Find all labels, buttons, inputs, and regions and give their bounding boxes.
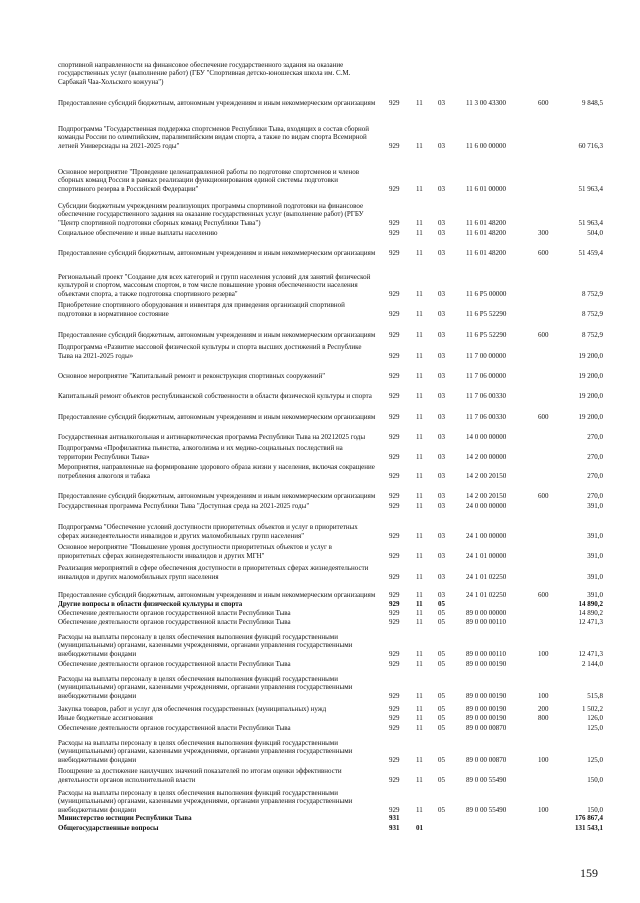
row-description: Реализация мероприятий в сфере обеспечения доступности в приоритетных сферах жизнедеятельности инвалидов и других маломобильных групп населения [58,564,369,581]
cell-section: 11 [416,452,423,461]
row-description: Субсидии бюджетным учреждениям реализующих программы спортивной подготовки на финансовое обеспечение государственного задания на оказание государственных услуг (выполнение работ) (РГБУ "Центр спортивной подготовки сборных команд Республики Тыва") [58,202,364,227]
cell-amount: 12 471,3 [578,649,603,658]
cell-amount: 51 963,4 [578,184,603,193]
row-description: Обеспечение деятельности органов государственной власти Республики Тыва [58,608,291,617]
cell-section: 11 [416,608,423,617]
cell-grbs: 929 [389,572,400,581]
cell-amount: 270,0 [587,432,603,441]
cell-target-article: 24 1 01 02250 [466,572,507,581]
cell-target-article: 89 0 00 00190 [466,704,507,713]
cell-subsection: 05 [438,775,445,784]
cell-target-article: 11 3 00 43300 [466,98,506,107]
cell-section: 11 [416,723,423,732]
row-description: Предоставление субсидий бюджетным, автономным учреждениям и иным некоммерческим организациям [58,98,376,107]
cell-grbs: 929 [389,617,400,626]
row-description: Другие вопросы в области физической культуры и спорта [58,599,243,608]
cell-target-article: 14 2 00 20150 [466,491,507,500]
cell-section: 11 [416,599,423,608]
row-description: Капитальный ремонт объектов республиканской собственности в области физической культуры и спорта [58,391,372,400]
cell-section: 11 [416,531,423,540]
row-description: Поощрение за достижение наилучших значений показателей по итогам оценки эффективности деятельности органов исполнительной власти [58,767,342,784]
cell-amount: 51 963,4 [578,218,603,227]
row-description: Предоставление субсидий бюджетным, автономным учреждениям и иным некоммерческим организациям [58,330,376,339]
cell-grbs: 929 [389,755,400,764]
cell-subsection: 05 [438,617,445,626]
cell-section: 11 [416,805,423,814]
row-description: Предоставление субсидий бюджетным, автономным учреждениям и иным некоммерческим организациям [58,491,376,500]
cell-subsection: 03 [438,141,445,150]
row-description: Подпрограмма "Государственная поддержка спортсменов Республики Тыва, входящих в состав сборной команды России по олимпийским, паралимпийским видам спорта, а также по видам спорта Всемирной летней Универсиады на 2021-2025 годы" [58,125,370,150]
cell-subsection: 05 [438,723,445,732]
cell-target-article: 11 6 01 00000 [466,184,506,193]
cell-expense-type: 100 [538,691,549,700]
cell-section: 11 [416,551,423,560]
cell-target-article: 11 6 01 48200 [466,228,506,237]
cell-grbs: 929 [389,704,400,713]
cell-expense-type: 200 [538,704,549,713]
cell-subsection: 03 [438,471,445,480]
cell-section: 11 [416,330,423,339]
row-description: Общегосударственные вопросы [58,823,159,832]
cell-subsection: 03 [438,98,445,107]
cell-subsection: 03 [438,590,445,599]
cell-section: 11 [416,184,423,193]
cell-target-article: 89 0 00 00000 [466,608,507,617]
cell-section: 11 [416,713,423,722]
cell-grbs: 929 [389,659,400,668]
cell-target-article: 89 0 00 55490 [466,775,507,784]
cell-target-article: 11 7 06 00330 [466,412,506,421]
cell-amount: 1 502,2 [582,704,603,713]
cell-target-article: 24 1 01 02250 [466,590,507,599]
row-description: Основное мероприятие "Повышение уровня доступности приоритетных объектов и услуг в приоритетных сферах жизнедеятельности инвалидов и других МГН" [58,543,332,560]
cell-expense-type: 600 [538,248,549,257]
cell-amount: 270,0 [587,491,603,500]
cell-amount: 14 890,2 [578,599,603,608]
row-description: Мероприятия, направленные на формирование здорового образа жизни у населения, включая сокращение потребления алкоголя и табака [58,463,375,480]
cell-section: 11 [416,351,423,360]
row-description: Государственная антиалкогольная и антинаркотическая программа Республики Тыва на 20212025 годы [58,432,366,441]
cell-target-article: 11 6 P5 00000 [466,289,507,298]
cell-target-article: 11 6 P5 52290 [466,330,507,339]
cell-grbs: 929 [389,723,400,732]
cell-section: 11 [416,289,423,298]
cell-target-article: 89 0 00 00870 [466,723,507,732]
cell-subsection: 03 [438,330,445,339]
cell-amount: 14 890,2 [578,608,603,617]
row-description: Основное мероприятие "Проведение целенаправленной работы по подготовке спортсменов и членов сборных команд России в рамках реализации функционирования единой системы подготовки спортивного резерва в Российской Федерации" [58,168,360,193]
row-description: Подпрограмма "Обеспечение условий доступности приоритетных объектов и услуг в приоритетных сферах жизнедеятельности инвалидов и других маломобильных групп населения" [58,523,358,540]
cell-expense-type: 600 [538,412,549,421]
cell-target-article: 11 6 P5 52290 [466,309,507,318]
cell-subsection: 03 [438,228,445,237]
cell-subsection: 03 [438,218,445,227]
cell-amount: 176 867,4 [575,813,603,822]
cell-amount: 51 459,4 [578,248,603,257]
cell-target-article: 14 2 00 00000 [466,452,507,461]
cell-subsection: 03 [438,248,445,257]
cell-grbs: 929 [389,590,400,599]
cell-target-article: 14 2 00 20150 [466,471,507,480]
cell-target-article: 24 1 00 00000 [466,531,507,540]
cell-target-article: 89 0 00 55490 [466,805,507,814]
cell-amount: 391,0 [587,551,603,560]
cell-grbs: 929 [389,330,400,339]
cell-grbs: 929 [389,805,400,814]
cell-section: 11 [416,491,423,500]
row-description: Закупка товаров, работ и услуг для обеспечения государственных (муниципальных) нужд [58,704,327,713]
cell-section: 11 [416,755,423,764]
cell-grbs: 929 [389,228,400,237]
cell-expense-type: 100 [538,755,549,764]
cell-section: 11 [416,248,423,257]
cell-amount: 19 200,0 [578,391,603,400]
cell-grbs: 929 [389,248,400,257]
row-description: Предоставление субсидий бюджетным, автономным учреждениям и иным некоммерческим организациям [58,590,376,599]
cell-amount: 19 200,0 [578,351,603,360]
cell-grbs: 929 [389,501,400,510]
cell-section: 11 [416,371,423,380]
cell-section: 11 [416,228,423,237]
cell-section: 11 [416,98,423,107]
cell-subsection: 03 [438,531,445,540]
cell-target-article: 11 7 06 00000 [466,371,506,380]
cell-amount: 270,0 [587,452,603,461]
cell-grbs: 929 [389,713,400,722]
cell-grbs: 929 [389,452,400,461]
row-description: Региональный проект "Создание для всех категорий и групп населения условий для занятий физической культурой и спортом, массовым спортом, в том числе повышение уровня обеспеченности населения объектами спорта, а также подготовка спортивного резерва" [58,273,371,298]
cell-subsection: 03 [438,432,445,441]
cell-section: 11 [416,432,423,441]
cell-amount: 19 200,0 [578,371,603,380]
row-description: Обеспечение деятельности органов государственной власти Республики Тыва [58,659,291,668]
cell-section: 11 [416,704,423,713]
row-description: Основное мероприятие "Капитальный ремонт и реконструкция спортивных сооружений" [58,371,326,380]
cell-grbs: 929 [389,775,400,784]
cell-target-article: 89 0 00 00190 [466,713,507,722]
cell-subsection: 05 [438,805,445,814]
cell-amount: 504,0 [587,228,603,237]
cell-section: 11 [416,572,423,581]
row-description: спортивной направленности на финансовое обеспечение государственного задания на оказание государственных услуг (выполнение работ) (ГБУ "Спортивная детско-юношеская школа им. С.М. Сарбакай Чаа-Хольского кожууна") [58,61,351,86]
cell-target-article: 89 0 00 00190 [466,691,507,700]
cell-subsection: 03 [438,351,445,360]
row-description: Расходы на выплаты персоналу в целях обеспечения выполнения функций государственными (муниципальными) органами, казенными учреждениями, органами управления государственными внебюджетными фондами [58,789,353,814]
cell-amount: 60 716,3 [578,141,603,150]
cell-subsection: 03 [438,501,445,510]
row-description: Предоставление субсидий бюджетным, автономным учреждениям и иным некоммерческим организациям [58,412,376,421]
cell-expense-type: 100 [538,649,549,658]
cell-subsection: 03 [438,391,445,400]
cell-expense-type: 600 [538,491,549,500]
cell-section: 11 [416,590,423,599]
cell-subsection: 05 [438,659,445,668]
cell-grbs: 929 [389,471,400,480]
cell-section: 11 [416,691,423,700]
cell-target-article: 11 7 06 00330 [466,391,506,400]
cell-target-article: 14 0 00 00000 [466,432,507,441]
row-description: Расходы на выплаты персоналу в целях обеспечения выполнения функций государственными (муниципальными) органами, казенными учреждениями, органами управления государственными внебюджетными фондами [58,633,353,658]
row-description: Министерство юстиции Республики Тыва [58,813,192,822]
cell-section: 11 [416,218,423,227]
cell-subsection: 05 [438,704,445,713]
cell-grbs: 929 [389,691,400,700]
cell-grbs: 929 [389,141,400,150]
cell-amount: 391,0 [587,572,603,581]
row-description: Подпрограмма «Профилактика пьянства, алкоголизма и их медико-социальных последствий на территории Республики Тыва» [58,444,343,461]
cell-subsection: 05 [438,599,445,608]
cell-grbs: 929 [389,371,400,380]
cell-section: 11 [416,649,423,658]
cell-section: 01 [416,823,423,832]
cell-section: 11 [416,659,423,668]
cell-section: 11 [416,391,423,400]
cell-amount: 125,0 [587,723,603,732]
cell-grbs: 931 [389,813,400,822]
cell-target-article: 11 6 01 48200 [466,248,506,257]
cell-expense-type: 300 [538,228,549,237]
row-description: Приобретение спортивного оборудования и инвентаря для приведения организаций спортивной подготовки в нормативное состояние [58,301,345,318]
row-description: Обеспечение деятельности органов государственной власти Республики Тыва [58,723,291,732]
cell-amount: 270,0 [587,471,603,480]
cell-grbs: 929 [389,184,400,193]
cell-grbs: 929 [389,491,400,500]
cell-target-article: 24 0 00 00000 [466,501,507,510]
cell-grbs: 929 [389,432,400,441]
cell-amount: 125,0 [587,755,603,764]
cell-amount: 150,0 [587,805,603,814]
cell-subsection: 03 [438,452,445,461]
cell-amount: 9 848,5 [582,98,603,107]
cell-grbs: 929 [389,551,400,560]
cell-amount: 19 200,0 [578,412,603,421]
page-number: 159 [580,866,598,880]
cell-subsection: 05 [438,649,445,658]
cell-amount: 8 752,9 [582,330,603,339]
cell-target-article: 89 0 00 00190 [466,659,507,668]
cell-grbs: 929 [389,309,400,318]
row-description: Расходы на выплаты персоналу в целях обеспечения выполнения функций государственными (муниципальными) органами, казенными учреждениями, органами управления государственными внебюджетными фондами [58,739,353,764]
cell-subsection: 03 [438,572,445,581]
row-description: Иные бюджетные ассигнования [58,713,153,722]
cell-section: 11 [416,412,423,421]
row-description: Подпрограмма «Развитие массовой физической культуры и спорта высших достижений в Республике Тыва на 2021-2025 годы» [58,343,362,360]
cell-grbs: 929 [389,412,400,421]
cell-section: 11 [416,775,423,784]
cell-grbs: 929 [389,649,400,658]
cell-subsection: 03 [438,309,445,318]
cell-expense-type: 100 [538,805,549,814]
cell-amount: 131 543,1 [575,823,603,832]
cell-amount: 150,0 [587,775,603,784]
cell-amount: 2 144,0 [582,659,603,668]
cell-expense-type: 600 [538,330,549,339]
cell-target-article: 11 7 00 00000 [466,351,506,360]
cell-grbs: 929 [389,351,400,360]
row-description: Предоставление субсидий бюджетным, автономным учреждениям и иным некоммерческим организациям [58,248,376,257]
cell-amount: 391,0 [587,590,603,599]
row-description: Государственная программа Республики Тыва "Доступная среда на 2021-2025 годы" [58,501,310,510]
cell-section: 11 [416,471,423,480]
cell-subsection: 05 [438,691,445,700]
cell-target-article: 89 0 00 00870 [466,755,507,764]
cell-subsection: 05 [438,608,445,617]
cell-amount: 8 752,9 [582,309,603,318]
cell-grbs: 929 [389,608,400,617]
cell-grbs: 929 [389,531,400,540]
cell-amount: 126,0 [587,713,603,722]
cell-amount: 12 471,3 [578,617,603,626]
cell-section: 11 [416,501,423,510]
cell-subsection: 03 [438,551,445,560]
row-description: Обеспечение деятельности органов государственной власти Республики Тыва [58,617,291,626]
cell-section: 11 [416,141,423,150]
cell-amount: 391,0 [587,501,603,510]
cell-amount: 515,8 [587,691,603,700]
cell-grbs: 929 [389,599,400,608]
cell-section: 11 [416,309,423,318]
cell-expense-type: 600 [538,590,549,599]
cell-target-article: 89 0 00 00110 [466,649,506,658]
row-description: Социальное обеспечение и иные выплаты населению [58,228,218,237]
cell-grbs: 929 [389,218,400,227]
cell-section: 11 [416,617,423,626]
cell-subsection: 03 [438,491,445,500]
cell-subsection: 03 [438,412,445,421]
cell-target-article: 24 1 01 00000 [466,551,507,560]
cell-subsection: 05 [438,755,445,764]
cell-grbs: 929 [389,289,400,298]
cell-target-article: 89 0 00 00110 [466,617,506,626]
cell-amount: 8 752,9 [582,289,603,298]
cell-subsection: 03 [438,184,445,193]
cell-amount: 391,0 [587,531,603,540]
cell-grbs: 929 [389,98,400,107]
row-description: Расходы на выплаты персоналу в целях обеспечения выполнения функций государственными (муниципальными) органами, казенными учреждениями, органами управления государственными внебюджетными фондами [58,675,353,700]
cell-subsection: 05 [438,713,445,722]
cell-expense-type: 800 [538,713,549,722]
cell-subsection: 03 [438,371,445,380]
cell-target-article: 11 6 00 00000 [466,141,506,150]
cell-subsection: 03 [438,289,445,298]
cell-target-article: 11 6 01 48200 [466,218,506,227]
cell-grbs: 929 [389,391,400,400]
cell-grbs: 931 [389,823,400,832]
cell-expense-type: 600 [538,98,549,107]
